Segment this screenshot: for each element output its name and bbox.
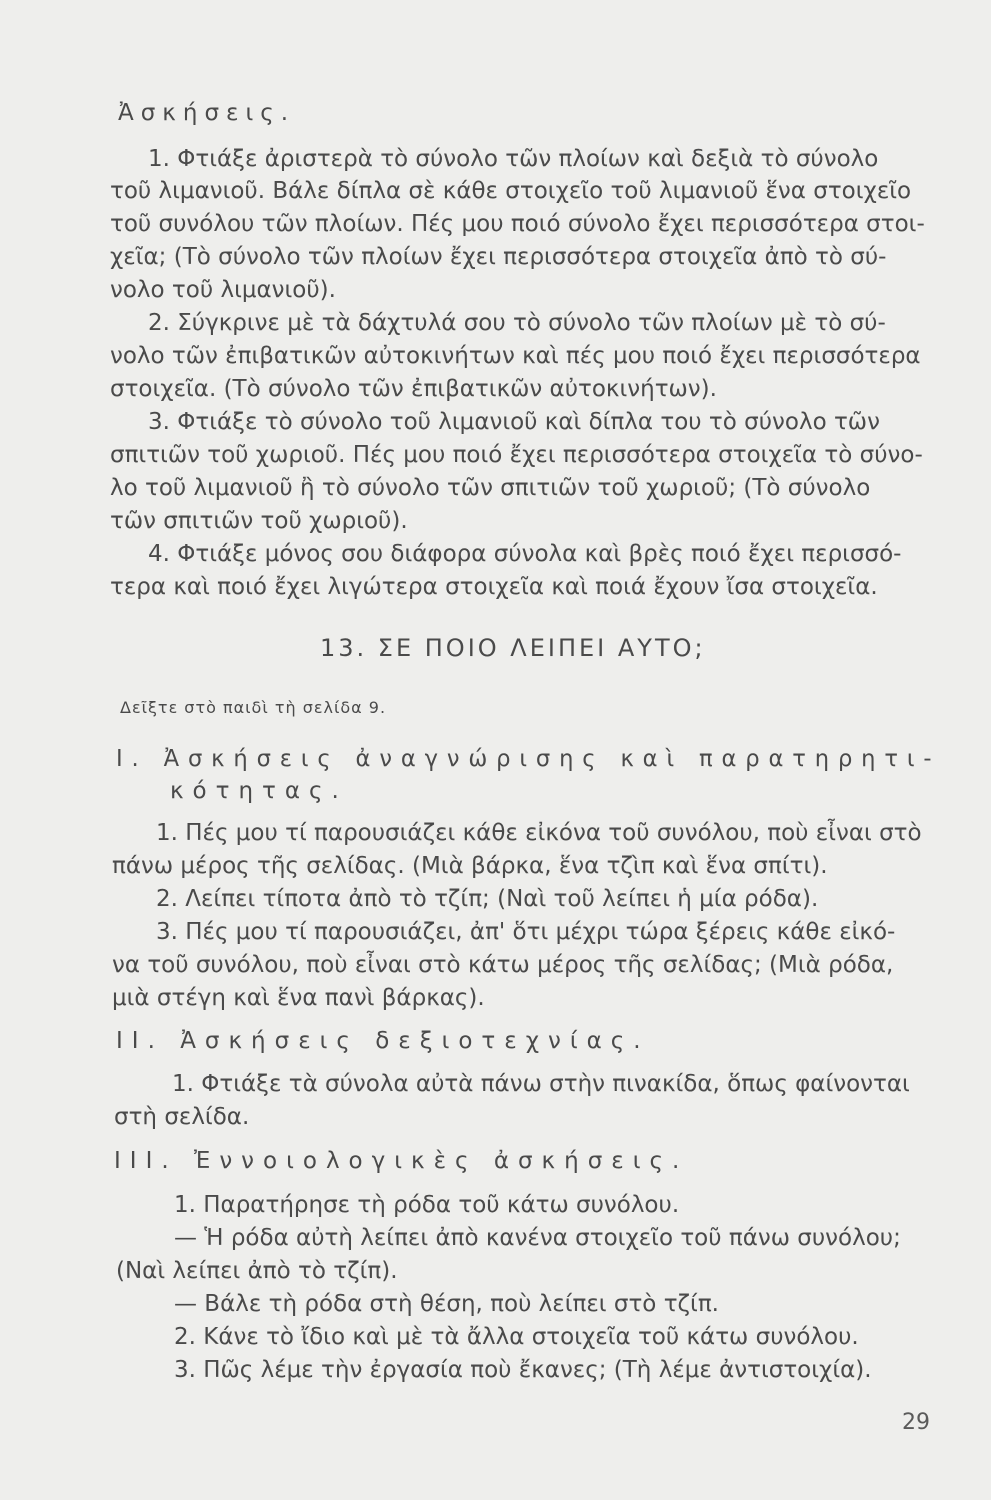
text-line: 1. Φτιάξε τὰ σύνολα αὐτὰ πάνω στὴν πινακίδα, ὅπως φαίνονται: [172, 1071, 910, 1097]
text-line: τοῦ συνόλου τῶν πλοίων. Πές μου ποιό σύνολο ἔχει περισσότερα στοι-: [110, 211, 925, 237]
text-line: στοιχεῖα. (Τὸ σύνολο τῶν ἐπιβατικῶν αὐτοκινήτων).: [110, 376, 717, 402]
text-line: 3. Φτιάξε τὸ σύνολο τοῦ λιμανιοῦ καὶ δίπλα του τὸ σύνολο τῶν: [148, 409, 880, 435]
text-line: 1. Παρατήρησε τὴ ρόδα τοῦ κάτω συνόλου.: [174, 1192, 680, 1218]
part-three-heading: III. Ἐννοιολογικὲς ἀσκήσεις.: [114, 1148, 689, 1174]
text-line: νολο τοῦ λιμανιοῦ).: [110, 277, 336, 303]
text-line: νολο τῶν ἐπιβατικῶν αὐτοκινήτων καὶ πές μου ποιό ἔχει περισσότερα: [110, 343, 921, 369]
text-line: (Ναὶ λείπει ἀπὸ τὸ τζίπ).: [116, 1258, 398, 1284]
text-line: 2. Κάνε τὸ ἴδιο καὶ μὲ τὰ ἄλλα στοιχεῖα τοῦ κάτω συνόλου.: [174, 1324, 859, 1350]
text-line: στὴ σελίδα.: [114, 1104, 250, 1130]
text-line: τερα καὶ ποιό ἔχει λιγώτερα στοιχεῖα καὶ ποιά ἔχουν ἴσα στοιχεῖα.: [110, 574, 878, 600]
text-line: 3. Πῶς λέμε τὴν ἐργασία ποὺ ἔκανες; (Τὴ λέμε ἀντιστοιχία).: [174, 1357, 872, 1383]
text-line: πάνω μέρος τῆς σελίδας. (Μιὰ βάρκα, ἕνα τζὶπ καὶ ἕνα σπίτι).: [112, 853, 828, 879]
text-line: τοῦ λιμανιοῦ. Βάλε δίπλα σὲ κάθε στοιχεῖο τοῦ λιμανιοῦ ἕνα στοιχεῖο: [110, 178, 912, 204]
section-title: 13. ΣΕ ΠΟΙΟ ΛΕΙΠΕΙ ΑΥΤΟ;: [320, 634, 706, 662]
text-line: — Ἡ ρόδα αὐτὴ λείπει ἀπὸ κανένα στοιχεῖο τοῦ πάνω συνόλου;: [174, 1225, 901, 1251]
text-line: 2. Λείπει τίποτα ἀπὸ τὸ τζίπ; (Ναὶ τοῦ λείπει ἡ μία ρόδα).: [156, 886, 819, 912]
part-one-heading: κότητας.: [170, 778, 348, 804]
text-line: να τοῦ συνόλου, ποὺ εἶναι στὸ κάτω μέρος τῆς σελίδας; (Μιὰ ρόδα,: [112, 952, 894, 978]
text-line: τῶν σπιτιῶν τοῦ χωριοῦ).: [110, 508, 408, 534]
part-one-heading: I. Ἀσκήσεις ἀναγνώρισης καὶ παρατηρητι-: [116, 746, 941, 772]
text-line: λο τοῦ λιμανιοῦ ἢ τὸ σύνολο τῶν σπιτιῶν τοῦ χωριοῦ; (Τὸ σύνολο: [110, 475, 871, 501]
part-two-heading: II. Ἀσκήσεις δεξιοτεχνίας.: [116, 1028, 650, 1054]
text-line: μιὰ στέγη καὶ ἕνα πανὶ βάρκας).: [112, 985, 485, 1011]
text-line: χεῖα; (Τὸ σύνολο τῶν πλοίων ἔχει περισσότερα στοιχεῖα ἀπὸ τὸ σύ-: [110, 244, 887, 270]
text-line: 3. Πές μου τί παρουσιάζει, ἀπ' ὅτι μέχρι τώρα ξέρεις κάθε εἰκό-: [156, 919, 896, 945]
text-line: 4. Φτιάξε μόνος σου διάφορα σύνολα καὶ βρὲς ποιό ἔχει περισσό-: [148, 541, 902, 567]
text-line: — Βάλε τὴ ρόδα στὴ θέση, ποὺ λείπει στὸ τζίπ.: [174, 1291, 719, 1317]
text-line: σπιτιῶν τοῦ χωριοῦ. Πές μου ποιό ἔχει περισσότερα στοιχεῖα τὸ σύνο-: [110, 442, 923, 468]
page-number: 29: [902, 1410, 930, 1435]
exercises-heading: Ἀσκήσεις.: [118, 100, 296, 126]
text-line: 1. Φτιάξε ἀριστερὰ τὸ σύνολο τῶν πλοίων καὶ δεξιὰ τὸ σύνολο: [148, 146, 879, 172]
text-line: 2. Σύγκρινε μὲ τὰ δάχτυλά σου τὸ σύνολο τῶν πλοίων μὲ τὸ σύ-: [148, 310, 886, 336]
text-line: 1. Πές μου τί παρουσιάζει κάθε εἰκόνα τοῦ συνόλου, ποὺ εἶναι στὸ: [156, 820, 922, 846]
instruction: Δεῖξτε στὸ παιδὶ τὴ σελίδα 9.: [120, 698, 387, 717]
